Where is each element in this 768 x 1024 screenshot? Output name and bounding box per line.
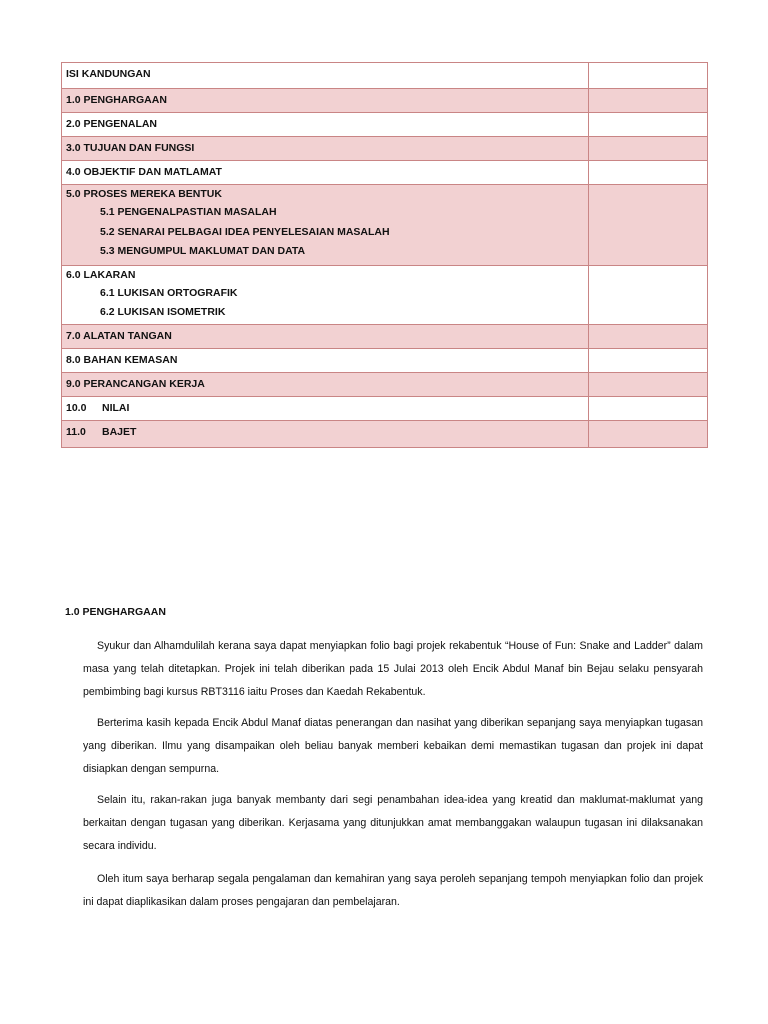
toc-title: ISI KANDUNGAN: [66, 68, 151, 80]
toc-subentry: 5.3 MENGUMPUL MAKLUMAT DAN DATA: [100, 245, 306, 257]
toc-row: [62, 372, 708, 396]
toc-row: [62, 348, 708, 372]
toc-header-row: [62, 63, 708, 89]
toc-row: [62, 324, 708, 348]
paragraph: Syukur dan Alhamdulilah kerana saya dapat menyiapkan folio bagi projek rekabentuk “House of Fun: Snake and Ladder” dalam masa yang telah ditetapkan. Projek ini telah diberikan pada 15 Julai 2013 oleh Encik Abdul Manaf bin Bejau selaku pensyarah pembimbing bagi kursus RBT3116 iaitu Proses dan Kaedah Rekabentuk.: [83, 640, 703, 698]
toc-row: [62, 89, 708, 113]
toc-entry: 6.0 LAKARAN: [66, 268, 136, 281]
toc-entry: 9.0 PERANCANGAN KERJA: [66, 377, 205, 390]
toc-number: 11.0: [66, 425, 86, 438]
toc-entry: 8.0 BAHAN KEMASAN: [66, 353, 178, 366]
toc-subentry: 5.2 SENARAI PELBAGAI IDEA PENYELESAIAN MASALAH: [100, 225, 390, 238]
toc-entry: 7.0 ALATAN TANGAN: [66, 329, 172, 342]
toc-number: 10.0: [66, 401, 87, 414]
toc-subentry: 5.1 PENGENALPASTIAN MASALAH: [100, 206, 277, 218]
toc-entry: 5.0 PROSES MEREKA BENTUK: [66, 188, 222, 200]
toc-row: [62, 137, 708, 161]
toc-row: [62, 420, 708, 447]
toc-entry: NILAI: [102, 401, 130, 414]
toc-row: [62, 113, 708, 137]
toc-row: [62, 265, 708, 324]
paragraph: Selain itu, rakan-rakan juga banyak membanty dari segi penambahan idea-idea yang kreatid dan maklumat-maklumat yang berkaitan dengan tugasan yang diberikan. Kerjasama yang ditunjukkan amat membanggakan walaupun tugasan ini dilaksanakan secara individu.: [83, 794, 703, 852]
toc-subentry: 6.1 LUKISAN ORTOGRAFIK: [100, 286, 238, 299]
toc-entry: BAJET: [102, 425, 137, 438]
paragraph: Oleh itum saya berharap segala pengalaman dan kemahiran yang saya peroleh sepanjang tempoh menyiapkan folio dan projek ini dapat diaplikasikan dalam proses pengajaran dan pembelajaran.: [83, 873, 703, 908]
section-heading: 1.0 PENGHARGAAN: [65, 606, 166, 618]
toc-row: [62, 161, 708, 185]
toc-entry: 2.0 PENGENALAN: [66, 118, 158, 130]
paragraph: Berterima kasih kepada Encik Abdul Manaf diatas penerangan dan nasihat yang diberikan sepanjang saya menyiapkan tugasan yang diberikan. Ilmu yang disampaikan oleh beliau banyak memberi kebaikan demi memastikan tugasan dan projek ini dapat disiapkan dengan sempurna.: [83, 717, 703, 775]
toc-subentry: 6.2 LUKISAN ISOMETRIK: [100, 306, 226, 318]
toc-row: [62, 185, 708, 266]
toc-entry: 3.0 TUJUAN DAN FUNGSI: [66, 142, 195, 154]
table-of-contents: [61, 62, 708, 448]
toc-entry: 4.0 OBJEKTIF DAN MATLAMAT: [66, 166, 222, 178]
toc-row: [62, 396, 708, 420]
toc-entry: 1.0 PENGHARGAAN: [66, 94, 167, 106]
